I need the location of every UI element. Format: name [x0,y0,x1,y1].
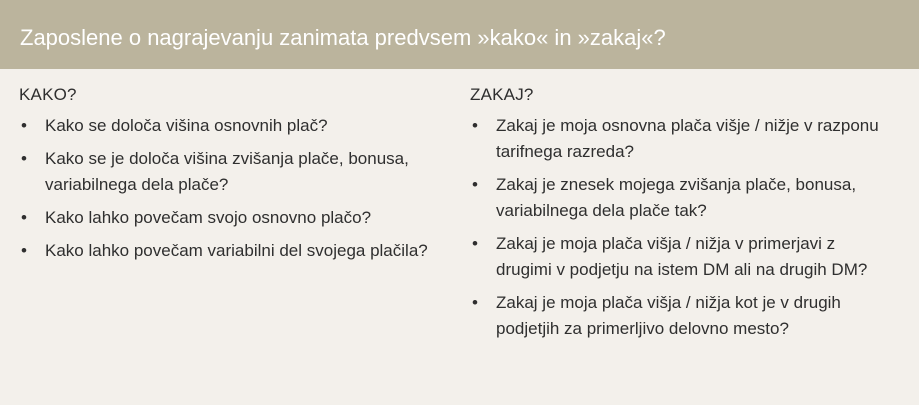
list-item-text: Kako lahko povečam variabilni del svojega plačila? [45,241,428,260]
list-item-text: Zakaj je znesek mojega zvišanja plače, bonusa, variabilnega dela plače tak? [496,175,857,220]
zakaj-list [470,113,900,342]
list-item-text: Zakaj je moja plača višja / nižja v primerjavi z drugimi v podjetju na istem DM ali na drugih DM? [496,234,868,279]
list-item [19,146,449,198]
list-item [19,113,449,139]
bullet-icon: • [21,116,27,135]
bullet-icon: • [472,116,478,135]
bullet-icon: • [21,241,27,260]
bullet-icon: • [472,175,478,194]
list-item [470,172,900,224]
list-item [19,205,449,231]
list-item-text: Kako se določa višina osnovnih plač? [45,116,328,135]
bullet-icon: • [21,208,27,227]
bullet-icon: • [472,234,478,253]
list-item [470,231,900,283]
list-item-text: Zakaj je moja plača višja / nižja kot je v drugih podjetjih za primerljivo delovno mesto? [496,293,841,338]
content-area [0,69,919,405]
list-item [19,238,449,264]
list-item-text: Kako se je določa višina zvišanja plače, bonusa, variabilnega dela plače? [45,149,409,194]
kako-list [19,113,449,264]
kako-column [19,85,449,271]
kako-title: KAKO? [19,85,77,104]
zakaj-title: ZAKAJ? [470,85,534,104]
list-item-text: Kako lahko povečam svojo osnovno plačo? [45,208,372,227]
header-bar [0,0,919,69]
bullet-icon: • [472,293,478,312]
list-item [470,290,900,342]
page-title: Zaposlene o nagrajevanju zanimata predvsem »kako« in »zakaj«? [20,24,666,50]
list-item [470,113,900,165]
list-item-text: Zakaj je moja osnovna plača višje / nižje v razponu tarifnega razreda? [496,116,879,161]
zakaj-column [470,85,900,349]
bullet-icon: • [21,149,27,168]
